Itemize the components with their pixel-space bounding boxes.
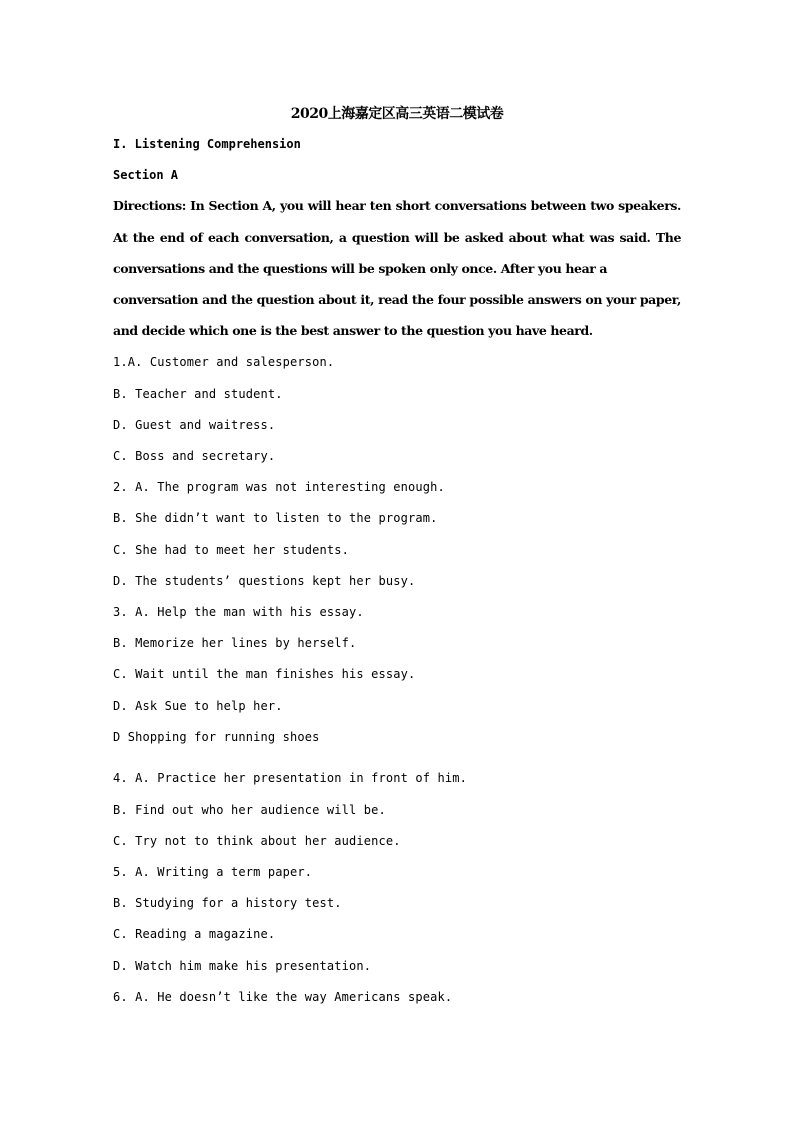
document-title: 2020上海嘉定区高三英语二模试卷 xyxy=(290,106,504,122)
answer-option: 5. A. Writing a term paper. xyxy=(113,865,313,879)
answer-option: D. Guest and waitress. xyxy=(113,418,276,432)
directions-line-5: and decide which one is the best answer to the question you have heard. xyxy=(113,323,593,338)
directions-line-4: conversation and the question about it, read the four possible answers on your paper, xyxy=(113,292,681,307)
answer-option: C. Wait until the man finishes his essay. xyxy=(113,667,416,681)
answer-option: C. Try not to think about her audience. xyxy=(113,834,401,848)
directions-line-3: conversations and the questions will be spoken only once. After you hear a xyxy=(113,261,608,276)
answer-option: 4. A. Practice her presentation in front of him. xyxy=(113,771,467,785)
answer-option: D. Watch him make his presentation. xyxy=(113,959,372,973)
answer-option: C. She had to meet her students. xyxy=(113,543,349,557)
answer-option: D Shopping for running shoes xyxy=(113,730,320,744)
part-heading: I. Listening Comprehension xyxy=(113,137,301,151)
answer-option: B. Find out who her audience will be. xyxy=(113,803,386,817)
answer-option: D. Ask Sue to help her. xyxy=(113,699,283,713)
answer-option: 1.A. Customer and salesperson. xyxy=(113,355,335,369)
answer-option: B. Memorize her lines by herself. xyxy=(113,636,357,650)
answer-option: C. Boss and secretary. xyxy=(113,449,276,463)
section-heading: Section A xyxy=(113,168,179,182)
answer-option: D. The students’ questions kept her busy. xyxy=(113,574,416,588)
directions-line-1: Directions: In Section A, you will hear ten short conversations between two speakers. xyxy=(113,198,681,213)
answer-option: C. Reading a magazine. xyxy=(113,927,276,941)
directions-line-2: At the end of each conversation, a question will be asked about what was said. The xyxy=(113,230,681,245)
answer-option: B. Teacher and student. xyxy=(113,387,283,401)
answer-option: 2. A. The program was not interesting enough. xyxy=(113,480,445,494)
answer-option: 6. A. He doesn’t like the way Americans speak. xyxy=(113,990,453,1004)
answer-option: B. She didn’t want to listen to the program. xyxy=(113,511,438,525)
answer-option: B. Studying for a history test. xyxy=(113,896,342,910)
answer-option: 3. A. Help the man with his essay. xyxy=(113,605,364,619)
